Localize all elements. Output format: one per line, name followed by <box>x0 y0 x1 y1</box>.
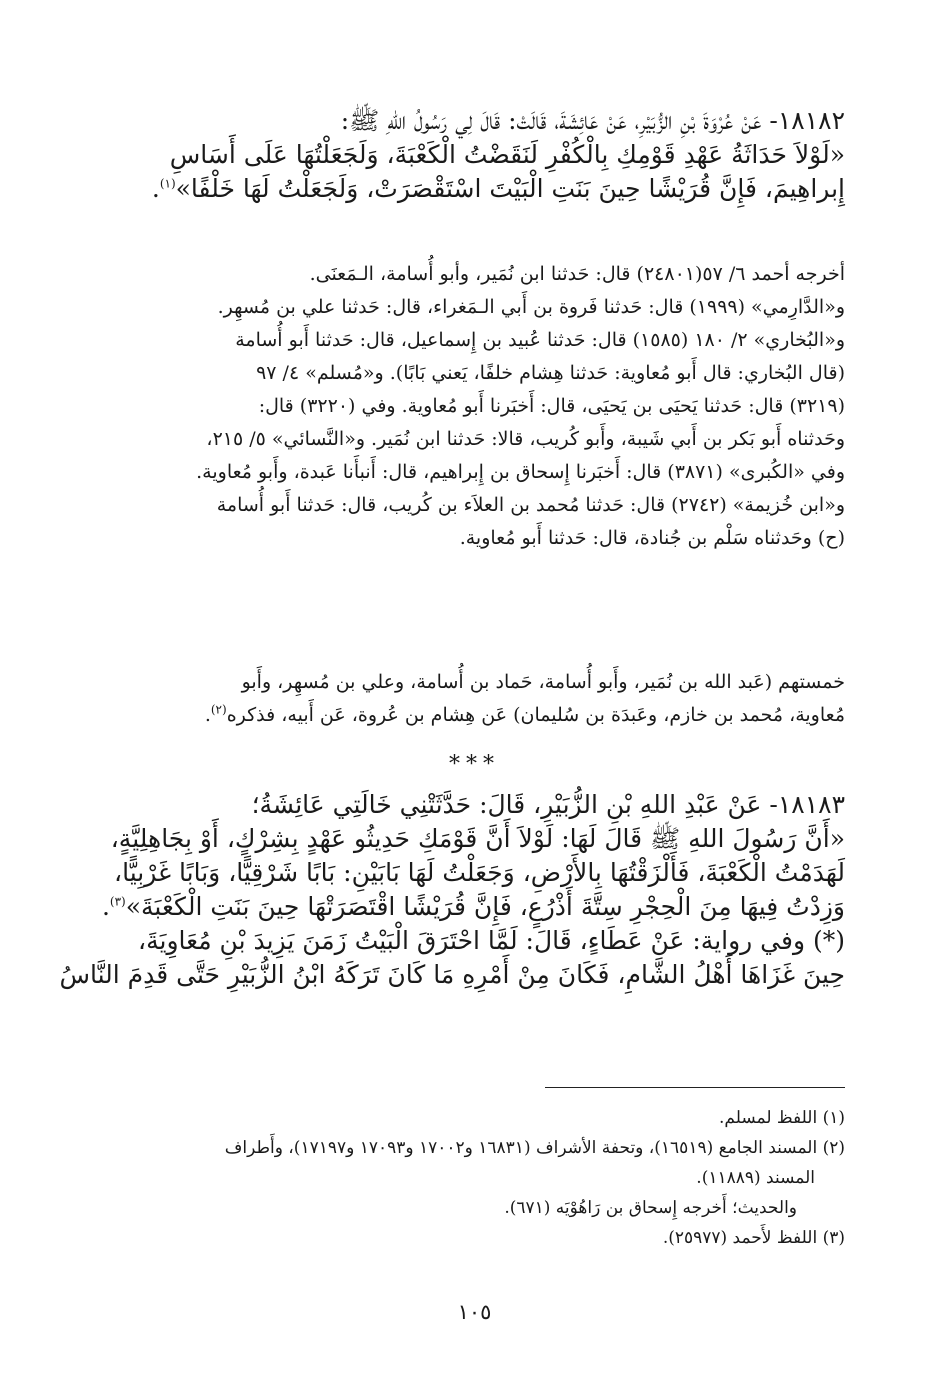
hadith-18183-line-1: ١٨١٨٣- عَنْ عَبْدِ اللهِ بْنِ الزُّبَيْرِ، قَالَ: حَدَّثَتْنِي خَالَتِي عَائِشَةُ؛ <box>251 790 845 819</box>
hadith-18183-line-4: وَزِدْتُ فِيهَا مِنَ الْحِجْرِ سِتَّةَ أَذْرُعٍ، فَإِنَّ قُرَيْشًا اقْتَصَرَتْهَا حِينَ بَنَتِ الْكَعْبَةَ»$^{(٣)}$. <box>101 892 845 921</box>
hadith-18183 <box>59 788 845 992</box>
hadith-18183-line-2: «أَنَّ رَسُولَ اللهِ ﷺ قَالَ لَهَا: لَوْلاَ أَنَّ قَوْمَكِ حَدِيثُو عَهْدٍ بِشِرْكٍ، أَوْ بِجَاهِلِيَّةٍ، <box>110 824 845 853</box>
takhrij-paragraph <box>104 258 845 555</box>
footnotes <box>104 1103 845 1253</box>
summary-line-1: خمستهم (عَبد الله بن نُمَير، وأَبو أُسامة، حَماد بن أُسامة، وعلي بن مُسهِر، وأَبو <box>241 671 845 693</box>
section-separator: *** <box>449 752 500 777</box>
footnote-2-line-1: (٢) المسند الجامع (١٦٥١٩)، وتحفة الأشراف (١٦٨٣١ و١٧٠٠٢ و١٧٠٩٣ و١٧١٩٧)، وأَطراف <box>224 1138 845 1158</box>
takhrij-line-3: و«البُخاري» ٢/ ١٨٠ (١٥٨٥) قال: حَدثنا عُبيد بن إِسماعيل، قال: حَدثنا أَبو أُسامة <box>235 329 845 351</box>
page-number: ١٠٥ <box>457 1300 492 1324</box>
takhrij-line-8: و«ابن خُزيمة» (٢٧٤٢) قال: حَدثنا مُحمد بن العلاَء بن كُريب، قال: حَدثنا أَبو أُسامة <box>216 494 845 516</box>
footnote-1: (١) اللفظ لمسلم. <box>718 1108 845 1128</box>
takhrij-line-6: وحَدثناه أَبو بَكر بن أَبي شَيبة، وأَبو كُريب، قالا: حَدثنا ابن نُمَير. و«النَّسائي» ٥/ ٢١٥، <box>206 428 845 450</box>
takhrij-line-9: (ح) وحَدثناه سَلْم بن جُنادة، قال: حَدثنا أَبو مُعاوية. <box>459 527 845 549</box>
hadith-18182 <box>104 104 845 206</box>
hadith-18182-line-1: ١٨١٨٢- عَنْ عُرْوَةَ بْنِ الزُّبَيْرِ، عَنْ عَائِشَةَ، قَالَتْ: قَالَ لِي رَسُولُ اللهِ ﷺ: <box>340 106 845 135</box>
footnote-divider <box>545 1087 845 1088</box>
footnote-3: (٣) اللفظ لأَحمد (٢٥٩٧٧). <box>662 1228 845 1248</box>
takhrij-line-5: (٣٢١٩) قال: حَدثنا يَحيَى بن يَحيَى، قال: أَخبَرنا أَبو مُعاوية. وفي (٣٢٢٠) قال: <box>258 395 845 417</box>
takhrij-line-1: أخرجه أحمد ٦/ ٥٧(٢٤٨٠١) قال: حَدثنا ابن نُمَير، وأبو أُسامة، الـمَعنَى. <box>309 263 845 285</box>
hadith-18182-line-3: إِبراهِيمَ، فَإِنَّ قُرَيْشًا حِينَ بَنَتِ الْبَيْتَ اسْتَقْصَرَتْ، وَلَجَعَلْتُ لَهَا خَلْفًا»$^{(١)}$. <box>151 174 845 203</box>
footnote-ref-2: (٢) <box>210 702 227 717</box>
footnote-2-line-2: المسند (١١٨٨٩). <box>696 1168 815 1188</box>
hadith-18183-line-3: لَهَدَمْتُ الْكَعْبَةَ، فَأَلْزَقْتُهَا بِالأَرْضِ، وَجَعَلْتُ لَهَا بَابَيْنِ: بَابًا شَرْقِيًّا، وَبَابًا غَرْبِيًّا، <box>114 858 845 887</box>
footnote-ref-1: (١) <box>159 176 176 191</box>
footnote-2-line-3: والحديث؛ أَخرجه إِسحاق بن رَاهُوْيَه (٦٧١). <box>504 1198 797 1218</box>
takhrij-summary <box>104 666 845 732</box>
takhrij-line-7: وفي «الكُبرى» (٣٨٧١) قال: أَخبَرنا إِسحاق بن إِبراهيم، قال: أَنبأَنا عَبدة، وأَبو مُعاوية. <box>196 461 845 483</box>
summary-line-2: مُعاوية، مُحمد بن خازم، وعَبدَة بن سُليمان) عَن هِشام بن عُروة، عَن أَبيه، فذكره$^{(٢)}$. <box>204 702 845 726</box>
takhrij-line-4: (قال البُخاري: قال أَبو مُعاوية: حَدثنا هِشام خلفًا، يَعني بَابًا). و«مُسلم» ٤/ ٩٧ <box>256 362 845 384</box>
footnote-ref-3: (٣) <box>109 894 126 909</box>
riwaya-line-2: حِينَ غَزَاهَا أَهْلُ الشَّامِ، فَكَانَ مِنْ أَمْرِهِ مَا كَانَ تَرَكَهُ ابْنُ الزُّبَيْرِ حَتَّى قَدِمَ النَّاسُ <box>59 960 845 989</box>
takhrij-line-2: و«الدَّارِمي» (١٩٩٩) قال: حَدثنا فَروة بن أَبي الـمَغراء، قال: حَدثنا علي بن مُسهِر. <box>217 296 845 318</box>
hadith-18182-line-2: «لَوْلاَ حَدَاثَةُ عَهْدِ قَوْمِكِ بِالْكُفْرِ لَنَقَضْتُ الْكَعْبَةَ، وَلَجَعَلْتُهَا عَلَى أَسَاسِ <box>169 140 845 169</box>
riwaya-line-1: (*) وفي رواية: عَنْ عَطَاءٍ، قَالَ: لَمَّا احْتَرَقَ الْبَيْتُ زَمَنَ يَزِيدَ بْنِ مُعَاوِيَةَ، <box>138 926 845 955</box>
